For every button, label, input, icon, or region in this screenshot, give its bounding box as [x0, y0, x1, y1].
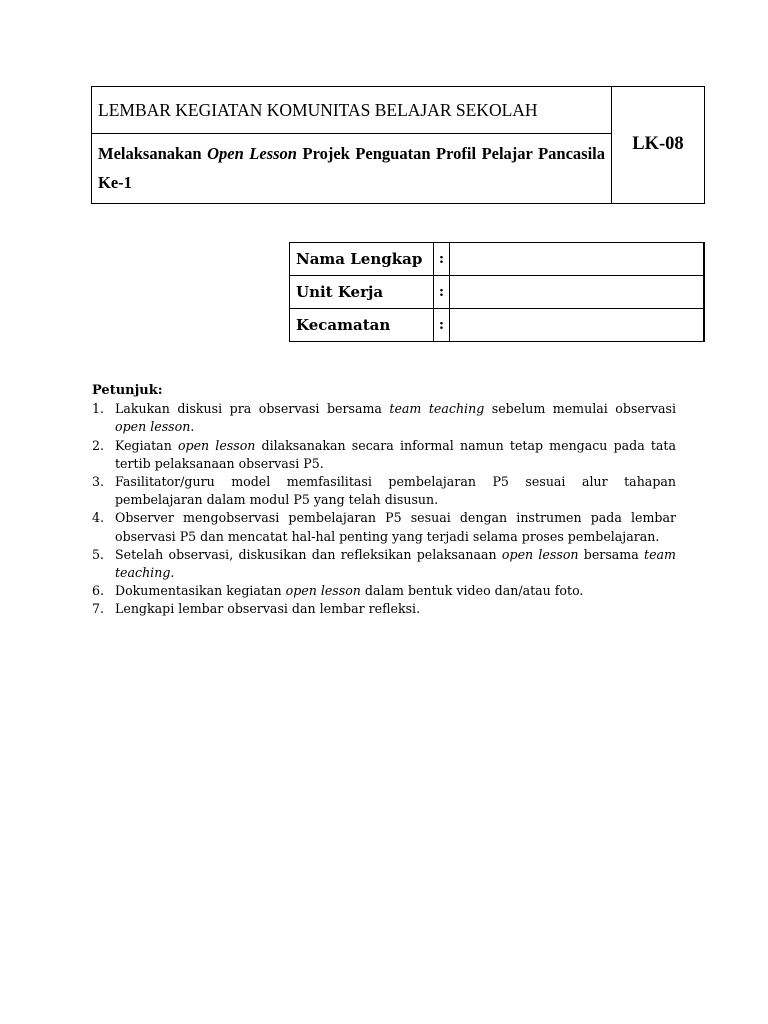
instruction-number: 4.: [92, 510, 105, 526]
instruction-number: 2.: [92, 437, 105, 453]
instruction-term: open lesson: [501, 546, 579, 562]
subtitle-part-1: Melaksanakan: [98, 144, 208, 163]
instruction-text: Kegiatan: [115, 437, 178, 453]
identity-row-district: [290, 309, 705, 342]
instruction-number: 7.: [92, 601, 105, 617]
instruction-item: [92, 509, 676, 545]
document-subtitle: [92, 134, 612, 204]
identity-table: [289, 242, 705, 342]
instruction-text: Fasilitator/guru model memfasilitasi pembelajaran P5 sesuai alur tahapan pembelajaran dalam modul P5 yang telah disusun.: [115, 474, 676, 508]
instruction-text: Lakukan diskusi pra observasi bersama: [115, 401, 390, 417]
instruction-text: Setelah observasi, diskusikan dan refleksikan pelaksanaan: [115, 546, 502, 562]
instruction-text: sebelum memulai observasi: [484, 401, 676, 417]
instruction-number: 1.: [92, 401, 105, 417]
instruction-term: team teaching: [115, 546, 676, 581]
unit-colon: :: [434, 276, 450, 309]
instruction-text: .: [170, 565, 175, 581]
document-code: LK-08: [612, 87, 705, 204]
instruction-term: open lesson: [177, 437, 256, 453]
instruction-term: team teaching: [389, 401, 485, 417]
identity-row-unit: [290, 276, 705, 309]
instruction-item: [92, 546, 676, 582]
instruction-term: open lesson: [115, 419, 191, 435]
subtitle-italic: Open Lesson: [207, 144, 297, 163]
instruction-text: .: [190, 419, 195, 435]
instruction-text: bersama: [578, 546, 645, 562]
instruction-number: 6.: [92, 583, 105, 599]
district-label: Kecamatan: [290, 309, 434, 342]
document-title: LEMBAR KEGIATAN KOMUNITAS BELAJAR SEKOLAH: [92, 87, 612, 134]
instructions-heading: Petunjuk:: [92, 383, 163, 398]
name-colon: :: [434, 243, 450, 276]
header-table: [91, 86, 705, 204]
instruction-text: dilaksanakan secara informal namun tetap mengacu pada tata tertib pelaksanaan observasi P5.: [115, 437, 676, 471]
district-field[interactable]: [450, 309, 705, 342]
district-colon: :: [434, 309, 450, 342]
instruction-number: 3.: [92, 474, 105, 490]
subtitle-part-2: Projek Penguatan Profil Pelajar Pancasila Ke-1: [98, 144, 606, 192]
instruction-term: open lesson: [285, 583, 361, 599]
instruction-text: dalam bentuk video dan/atau foto.: [360, 583, 584, 599]
name-label: Nama Lengkap: [290, 243, 434, 276]
instruction-item: [92, 582, 676, 600]
instruction-text: Lengkapi lembar observasi dan lembar refleksi.: [115, 601, 421, 617]
instructions-section: [92, 382, 676, 619]
instruction-text: Dokumentasikan kegiatan: [115, 583, 286, 599]
instructions-list: [92, 400, 676, 618]
instruction-item: [92, 400, 676, 436]
instruction-item: [92, 473, 676, 509]
instruction-item: [92, 437, 676, 473]
instruction-item: [92, 600, 676, 618]
name-field[interactable]: [450, 243, 705, 276]
instruction-text: Observer mengobservasi pembelajaran P5 sesuai dengan instrumen pada lembar observasi P5 dan mencatat hal-hal penting yang terjadi selama proses pembelajaran.: [115, 510, 676, 544]
identity-row-name: [290, 243, 705, 276]
instruction-number: 5.: [92, 546, 105, 562]
unit-label: Unit Kerja: [290, 276, 434, 309]
unit-field[interactable]: [450, 276, 705, 309]
